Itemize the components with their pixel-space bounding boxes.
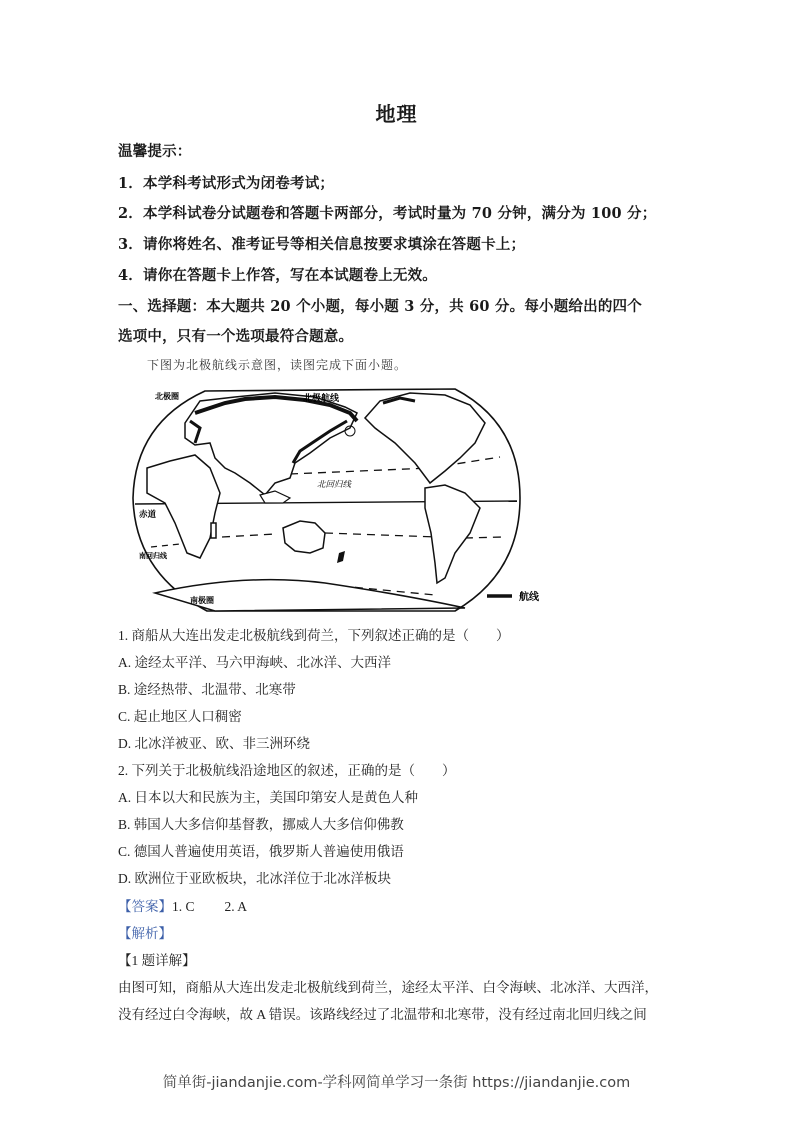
analysis-detail-label: 【1 题详解】	[118, 953, 196, 968]
label-arctic-circle: 北极圈	[155, 391, 179, 401]
label-tropic-capricorn: 南回归线	[139, 551, 167, 560]
analysis-line-2: 没有经过白令海峡，故 A 错误。该路线经过了北温带和北寒带，没有经过南北回归线之间	[118, 1007, 647, 1022]
footer-watermark: 简单街-jiandanjie.com-学科网简单学习一条街 https://jiandanjie.com	[162, 1075, 631, 1091]
answer-q2: 2. A	[224, 899, 248, 914]
notice-item-3: 3．请你将姓名、准考证号等相关信息按要求填涂在答题卡上；	[118, 236, 526, 253]
question-2-option-b: B. 韩国人大多信仰基督教，挪威人大多信仰佛教	[118, 817, 404, 832]
answer-label: 【答案】	[118, 899, 172, 914]
analysis-label: 【解析】	[118, 926, 172, 941]
label-antarctic-circle: 南极圈	[190, 595, 214, 605]
question-1-stem: 1. 商船从大连出发走北极航线到荷兰，下列叙述正确的是（ ）	[118, 628, 510, 643]
legend-route-label: 航线	[519, 592, 539, 603]
question-1-option-a: A. 途经太平洋、马六甲海峡、北冰洋、大西洋	[118, 655, 391, 670]
question-2-stem: 2. 下列关于北极航线沿途地区的叙述，正确的是（ ）	[118, 763, 456, 778]
section-heading-line2: 选项中，只有一个选项最符合题意。	[118, 328, 354, 345]
label-equator: 赤道	[139, 510, 157, 520]
question-2-option-c: C. 德国人普遍使用英语，俄罗斯人普遍使用俄语	[118, 844, 404, 859]
notice-item-2: 2．本学科试卷分试题卷和答题卡两部分，考试时量为 70 分钟，满分为 100 分；	[118, 205, 657, 222]
question-2-option-a: A. 日本以大和民族为主，美国印第安人是黄色人种	[118, 790, 418, 805]
answer-row	[118, 895, 247, 915]
analysis-line-1: 由图可知，商船从大连出发走北极航线到荷兰，途经太平洋、白令海峡、北冰洋、大西洋，	[118, 980, 658, 995]
notice-item-1: 1．本学科考试形式为闭卷考试；	[118, 175, 335, 192]
figure-intro: 下图为北极航线示意图，读图完成下面小题。	[147, 358, 408, 372]
label-tropic-cancer: 北回归线	[317, 480, 352, 490]
arctic-route-map	[125, 383, 555, 615]
notice-header: 温馨提示：	[118, 143, 192, 160]
world-map-figure	[125, 383, 555, 615]
label-arctic-route: 北极航线	[303, 394, 340, 404]
page-title: 地理	[375, 102, 418, 126]
answer-q1: 1. C	[172, 899, 195, 914]
notice-item-4: 4．请你在答题卡上作答，写在本试题卷上无效。	[118, 267, 437, 284]
question-1-option-c: C. 起止地区人口稠密	[118, 709, 242, 724]
question-1-option-d: D. 北冰洋被亚、欧、非三洲环绕	[118, 736, 310, 751]
question-2-option-d: D. 欧洲位于亚欧板块，北冰洋位于北冰洋板块	[118, 871, 391, 886]
question-1-option-b: B. 途经热带、北温带、北寒带	[118, 682, 296, 697]
section-heading-line1: 一、选择题：本大题共 20 个小题，每小题 3 分，共 60 分。每小题给出的四个	[118, 298, 642, 315]
